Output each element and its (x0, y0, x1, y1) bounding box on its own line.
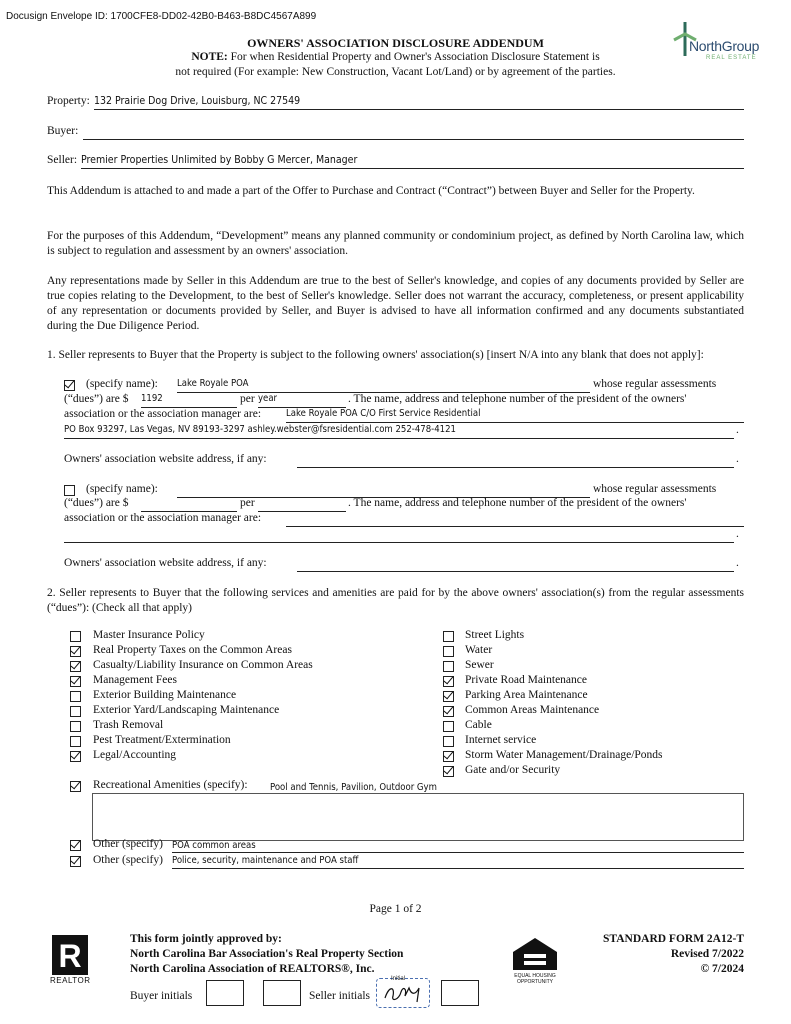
amenity-internet-checkbox[interactable] (443, 736, 454, 747)
svg-text:R: R (58, 938, 82, 974)
name-address-text-1: . The name, address and telephone number of the president of the owners' (348, 393, 687, 405)
whose-regular-1: whose regular assessments (593, 378, 717, 390)
assoc-manager-label-2: association or the association manager are: (64, 512, 262, 524)
buyer-label: Buyer: (47, 125, 79, 137)
specify-name-label-1: (specify name): (86, 378, 158, 390)
form-copyright: © 7/2024 (700, 963, 744, 975)
amenity-property-taxes-checkbox[interactable] (70, 646, 81, 657)
seller-initials-signature (379, 982, 429, 1006)
association2-per-field[interactable] (258, 497, 346, 512)
amenity-exterior-building-checkbox[interactable] (70, 691, 81, 702)
amenity-common-areas-checkbox[interactable] (443, 706, 454, 717)
amenity-pest-treatment-label: Pest Treatment/Extermination (93, 734, 231, 746)
amenity-storm-water-checkbox[interactable] (443, 751, 454, 762)
association1-checkbox[interactable] (64, 380, 75, 391)
seller-initials-label: Seller initials (309, 990, 371, 1002)
seller-label: Seller: (47, 154, 78, 166)
other1-label: Other (specify) (93, 838, 163, 850)
recreational-amenities-checkbox[interactable] (70, 781, 81, 792)
period-1: . (736, 424, 739, 436)
other1-checkbox[interactable] (70, 840, 81, 851)
seller-initial-box-1[interactable] (376, 978, 430, 1008)
recreational-amenities-textbox[interactable] (92, 793, 744, 841)
section1-intro: 1. Seller represents to Buyer that the Property is subject to the following owners' association(s) [insert N/A into any blank that does not apply]: (47, 349, 704, 361)
amenity-cable-checkbox[interactable] (443, 721, 454, 732)
paragraph-addendum: This Addendum is attached to and made a part of the Offer to Purchase and Contract (“Contract”) between Buyer and Seller for the Property. (47, 185, 695, 197)
amenity-street-lights-label: Street Lights (465, 629, 525, 641)
association1-per-field[interactable]: year (258, 393, 346, 408)
recreational-amenities-label: Recreational Amenities (specify): (93, 779, 248, 791)
amenity-private-road-checkbox[interactable] (443, 676, 454, 687)
seller-initial-box-2[interactable] (441, 980, 479, 1006)
period-3: . (736, 528, 739, 540)
amenity-trash-removal-checkbox[interactable] (70, 721, 81, 732)
association2-manager-field[interactable] (286, 512, 744, 527)
amenity-trash-removal-label: Trash Removal (93, 719, 164, 731)
whose-regular-2: whose regular assessments (593, 483, 717, 495)
association1-amount-field[interactable]: 1192 (141, 393, 237, 408)
amenity-private-road-label: Private Road Maintenance (465, 674, 587, 686)
logo-name: NorthGroup (689, 38, 760, 54)
amenity-exterior-yard-checkbox[interactable] (70, 706, 81, 717)
specify-name-label-2: (specify name): (86, 483, 158, 495)
association2-manager-line2[interactable] (64, 528, 734, 543)
approved-line-1: This form jointly approved by: (130, 933, 282, 945)
association2-checkbox[interactable] (64, 485, 75, 496)
note-line-1 (0, 51, 791, 63)
realtor-text: REALTOR (50, 976, 91, 985)
section2-intro: 2. Seller represents to Buyer that the following services and amenities are paid for by the above owners' association(s) from the regular assessments (“dues”): (Check all that apply) (47, 587, 744, 614)
property-field[interactable]: 132 Prairie Dog Drive, Louisburg, NC 27549 (94, 95, 744, 110)
amenity-management-fees-label: Management Fees (93, 674, 177, 686)
initial-tag: Initial (391, 976, 406, 982)
amenity-exterior-yard-label: Exterior Yard/Landscaping Maintenance (93, 704, 280, 716)
note-text-1: For when Residential Property and Owner's Association Disclosure Statement is (230, 51, 600, 63)
document-title: OWNERS' ASSOCIATION DISCLOSURE ADDENDUM (247, 36, 544, 50)
other2-label: Other (specify) (93, 854, 163, 866)
association1-manager-line2[interactable]: PO Box 93297, Las Vegas, NV 89193-3297 ashley.webster@fsresidential.com 252-478-4121 (64, 424, 734, 439)
other1-field[interactable]: POA common areas (172, 840, 744, 853)
page-number: Page 1 of 2 (369, 903, 422, 915)
amenity-legal-accounting-checkbox[interactable] (70, 751, 81, 762)
amenity-sewer-checkbox[interactable] (443, 661, 454, 672)
realtor-logo (50, 935, 98, 987)
website-label-2: Owners' association website address, if any: (64, 557, 267, 569)
amenity-street-lights-checkbox[interactable] (443, 631, 454, 642)
association2-name-field[interactable] (177, 483, 590, 498)
association2-website-field[interactable] (297, 557, 734, 572)
buyer-initial-box-1[interactable] (206, 980, 244, 1006)
amenity-water-label: Water (465, 644, 493, 656)
amenity-gate-security-checkbox[interactable] (443, 766, 454, 777)
per-label-1: per (240, 393, 255, 405)
other2-field[interactable]: Police, security, maintenance and POA staff (172, 855, 744, 869)
amenity-internet-label: Internet service (465, 734, 537, 746)
name-address-text-2: . The name, address and telephone number of the president of the owners' (348, 497, 687, 509)
recreational-amenities-value: Pool and Tennis, Pavilion, Outdoor Gym (270, 782, 437, 793)
association1-manager-field[interactable]: Lake Royale POA C/O First Service Residential (286, 408, 744, 423)
period-4: . (736, 557, 739, 569)
per-label-2: per (240, 497, 255, 509)
paragraph-development: For the purposes of this Addendum, “Development” means any planned community or condominium project, as defined by North Carolina law, which is subject to regulation and assessment by an owners' association. (47, 230, 744, 257)
amenity-cable-label: Cable (465, 719, 492, 731)
association1-website-field[interactable] (297, 453, 734, 468)
paragraph-representations: Any representations made by Seller in this Addendum are true to the best of Seller's knowledge, and copies of any documents provided by Seller are true copies relating to the Development, to the best of Seller's knowledge. Seller does not warrant the accuracy, completeness, or present applicability of any representation or documents provided by Seller, and Buyer is advised to have all information confirmed and any documents substantiated during the Due Diligence Period. (47, 275, 744, 332)
amenity-sewer-label: Sewer (465, 659, 494, 671)
amenity-property-taxes-label: Real Property Taxes on the Common Areas (93, 644, 292, 656)
form-revised: Revised 7/2022 (670, 948, 744, 960)
seller-field[interactable]: Premier Properties Unlimited by Bobby G Mercer, Manager (81, 154, 744, 169)
other2-checkbox[interactable] (70, 856, 81, 867)
period-2: . (736, 453, 739, 465)
buyer-initial-box-2[interactable] (263, 980, 301, 1006)
note-label: NOTE: (191, 51, 228, 63)
buyer-field[interactable] (83, 125, 744, 140)
realtor-r-icon (52, 935, 88, 975)
amenity-casualty-insurance-checkbox[interactable] (70, 661, 81, 672)
amenity-master-insurance-checkbox[interactable] (70, 631, 81, 642)
equal-housing-logo (510, 936, 560, 986)
amenity-master-insurance-label: Master Insurance Policy (93, 629, 205, 641)
logo-subtitle: REAL ESTATE (706, 55, 757, 61)
approved-line-3: North Carolina Association of REALTORS®, Inc. (130, 963, 375, 975)
website-label-1: Owners' association website address, if any: (64, 453, 267, 465)
amenity-gate-security-label: Gate and/or Security (465, 764, 561, 776)
form-name: STANDARD FORM 2A12-T (603, 933, 744, 945)
dues-label-2: (“dues”) are $ (64, 497, 129, 509)
amenity-common-areas-label: Common Areas Maintenance (465, 704, 600, 716)
amenity-parking-area-label: Parking Area Maintenance (465, 689, 588, 701)
property-label: Property: (47, 95, 90, 107)
note-line-2: not required (For example: New Construction, Vacant Lot/Land) or by agreement of the parties. (175, 66, 616, 78)
assoc-manager-label-1: association or the association manager are: (64, 408, 262, 420)
equal-housing-icon (510, 936, 560, 972)
amenity-exterior-building-label: Exterior Building Maintenance (93, 689, 237, 701)
buyer-initials-label: Buyer initials (130, 990, 193, 1002)
association1-name-field[interactable]: Lake Royale POA (177, 378, 590, 393)
amenity-management-fees-checkbox[interactable] (70, 676, 81, 687)
equal-housing-text: EQUAL HOUSING OPPORTUNITY (514, 973, 556, 985)
amenity-casualty-insurance-label: Casualty/Liability Insurance on Common Areas (93, 659, 313, 671)
association2-amount-field[interactable] (141, 497, 237, 512)
amenity-pest-treatment-checkbox[interactable] (70, 736, 81, 747)
dues-label-1: (“dues”) are $ (64, 393, 129, 405)
approved-line-2: North Carolina Bar Association's Real Property Section (130, 948, 404, 960)
envelope-id: Docusign Envelope ID: 1700CFE8-DD02-42B0-B463-B8DC4567A899 (6, 11, 317, 22)
amenity-legal-accounting-label: Legal/Accounting (93, 749, 177, 761)
amenity-water-checkbox[interactable] (443, 646, 454, 657)
amenity-storm-water-label: Storm Water Management/Drainage/Ponds (465, 749, 663, 761)
amenity-parking-area-checkbox[interactable] (443, 691, 454, 702)
